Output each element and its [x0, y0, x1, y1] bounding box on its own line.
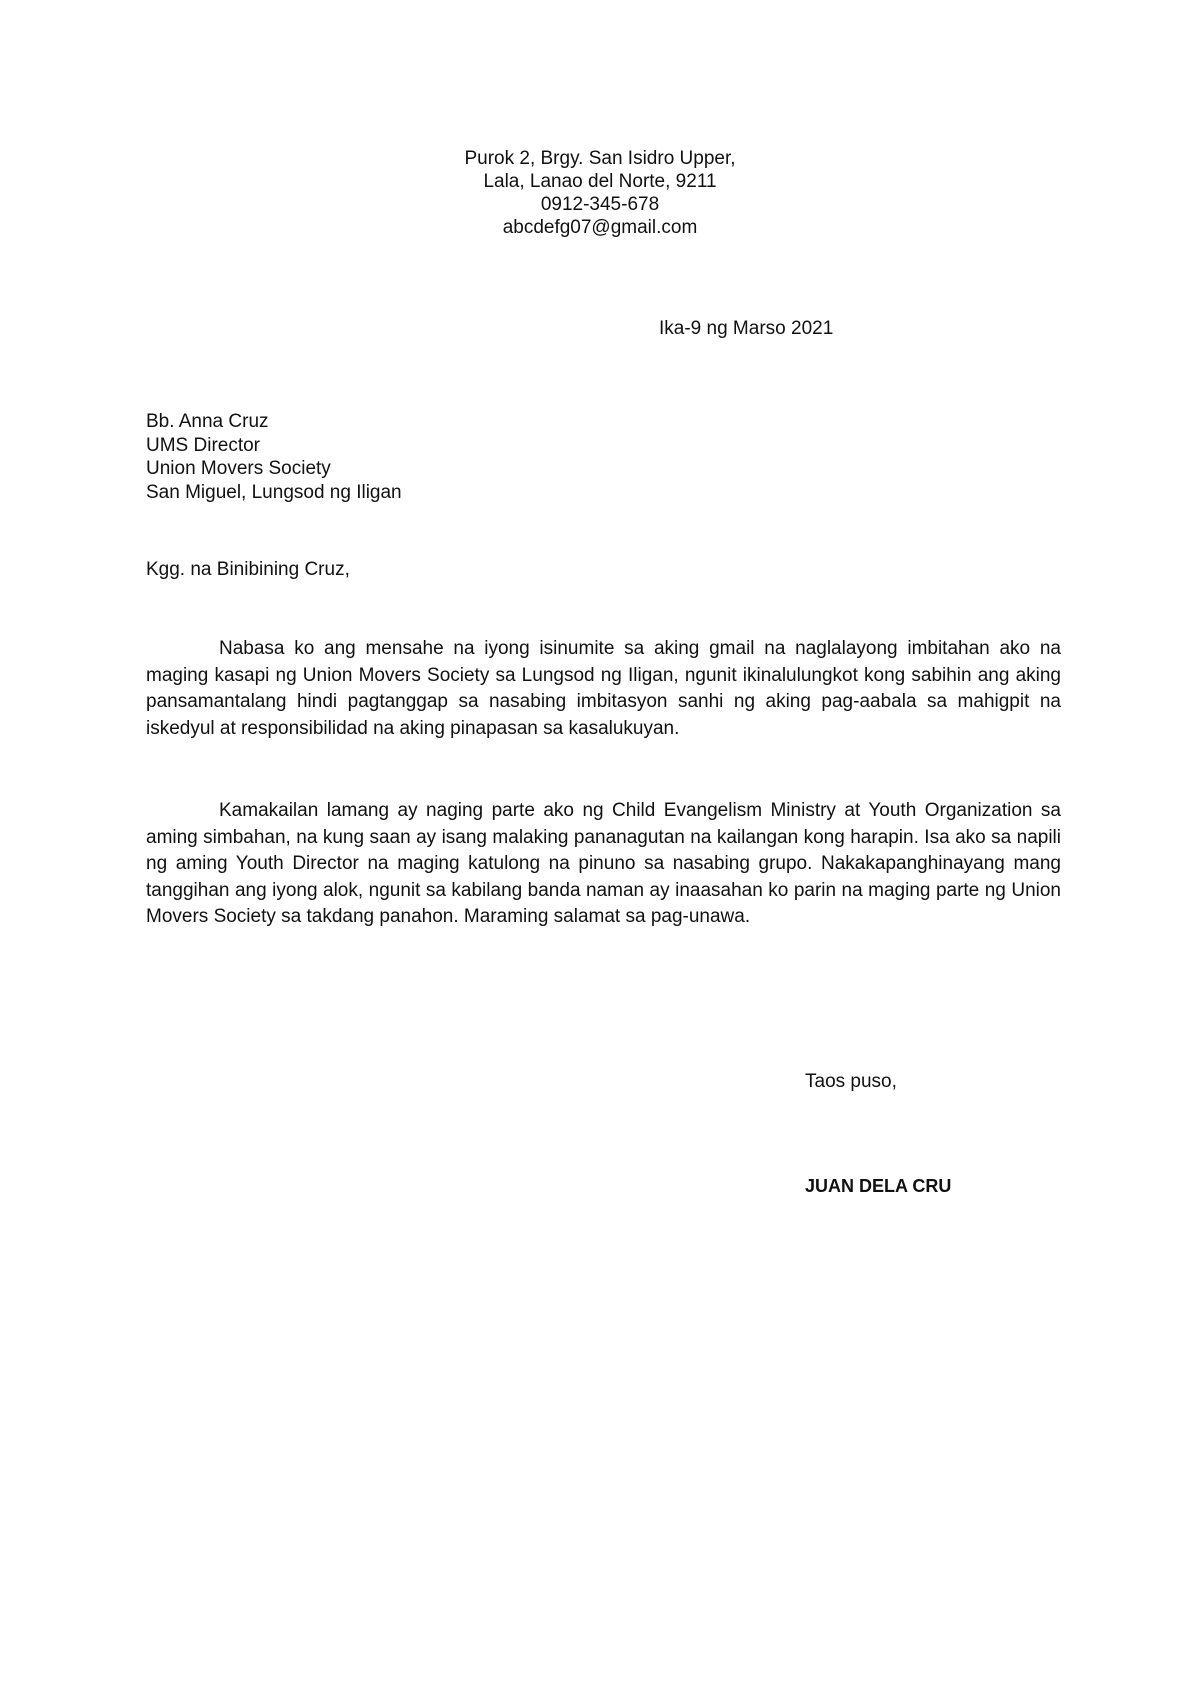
sender-address-line1: Purok 2, Brgy. San Isidro Upper, — [464, 148, 736, 169]
sender-email: abcdefg07@gmail.com — [502, 217, 698, 238]
body-paragraph-2: Kamakailan lamang ay naging parte ako ng Child Evangelism Ministry at Youth Organization sa aming simbahan, na kung saan ay isang malaking pananagutan na kailangan kong harapin. Isa ako sa napili ng aming Youth Director na maging katulong na pinuno sa nasabing grupo. Nakakapanghinayang mang tanggihan ang iyong alok, ngunit sa kabilang banda naman ay inaasahan ko parin na maging parte ng Union Movers Society sa takdang panahon. Maraming salamat sa pag-unawa. — [146, 800, 1061, 927]
letter-date: Ika-9 ng Marso 2021 — [659, 318, 834, 339]
body-paragraph-1: Nabasa ko ang mensahe na iyong isinumite sa aking gmail na naglalayong imbitahan ako na maging kasapi ng Union Movers Society sa Lungsod ng Iligan, ngunit ikinalulungkot kong sabihin ang aking pansamantalang hindi pagtanggap sa nasabing imbitasyon sanhi ng aking pag-aabala sa mahigpit na iskedyul at responsibilidad na aking pinapasan sa kasalukuyan. — [146, 638, 1061, 739]
salutation: Kgg. na Binibining Cruz, — [146, 559, 350, 580]
sender-address-line2: Lala, Lanao del Norte, 9211 — [483, 171, 717, 192]
recipient-name: Bb. Anna Cruz — [146, 411, 269, 432]
recipient-position: UMS Director — [146, 434, 261, 456]
sender-address-block — [0, 147, 1200, 239]
recipient-organization: Union Movers Society — [146, 458, 331, 479]
sender-phone: 0912-345-678 — [540, 194, 660, 215]
recipient-address-block — [146, 410, 402, 504]
signature-name: JUAN DELA CRU — [805, 1176, 952, 1196]
recipient-address: San Miguel, Lungsod ng Iligan — [146, 481, 402, 503]
complimentary-closing: Taos puso, — [805, 1071, 897, 1092]
